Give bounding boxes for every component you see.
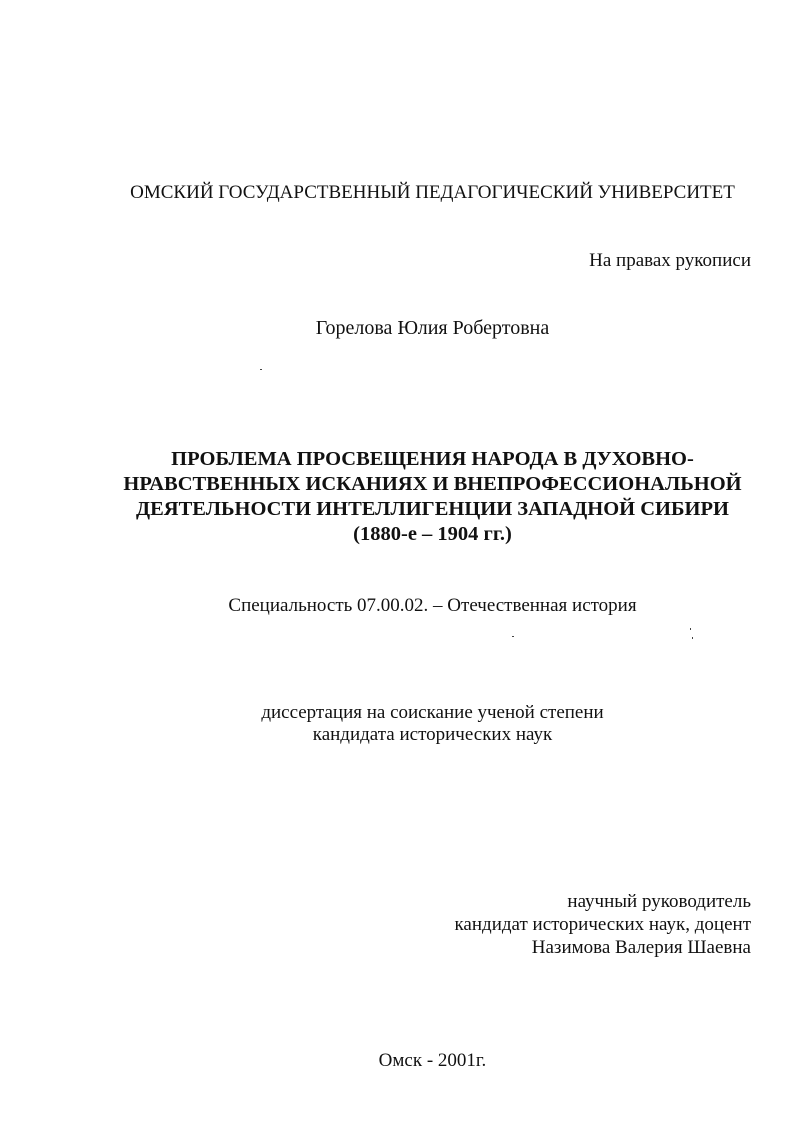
title-line-4: (1880-е – 1904 гг.) <box>353 523 512 545</box>
degree-line-2: кандидата исторических наук <box>312 724 553 745</box>
manuscript-rights-note: На правах рукописи <box>589 250 751 271</box>
supervisor-role: научный руководитель <box>567 891 751 912</box>
supervisor-name: Назимова Валерия Шаевна <box>531 937 751 958</box>
author-name: Горелова Юлия Робертовна <box>315 317 550 339</box>
supervisor-credentials: кандидат исторических наук, доцент <box>454 914 751 935</box>
degree-line-1: диссертация на соискание ученой степени <box>261 702 604 723</box>
degree-statement <box>36 702 793 746</box>
scan-speck <box>690 628 691 630</box>
title-line-1: ПРОБЛЕМА ПРОСВЕЩЕНИЯ НАРОДА В ДУХОВНО- <box>171 448 694 470</box>
title-line-3: ДЕЯТЕЛЬНОСТИ ИНТЕЛЛИГЕНЦИИ ЗАПАДНОЙ СИБИРИ <box>136 498 729 520</box>
scan-speck <box>692 637 693 639</box>
scan-speck <box>260 369 262 370</box>
supervisor-block <box>454 890 751 959</box>
city-year: Омск - 2001г. <box>378 1050 487 1071</box>
university-name: ОМСКИЙ ГОСУДАРСТВЕННЫЙ ПЕДАГОГИЧЕСКИЙ УНИВЕРСИТЕТ <box>130 182 735 203</box>
scan-speck <box>512 636 514 637</box>
dissertation-title <box>36 447 793 547</box>
specialty-line: Специальность 07.00.02. – Отечественная история <box>228 595 637 616</box>
title-line-2: НРАВСТВЕННЫХ ИСКАНИЯХ И ВНЕПРОФЕССИОНАЛЬНОЙ <box>123 473 742 495</box>
